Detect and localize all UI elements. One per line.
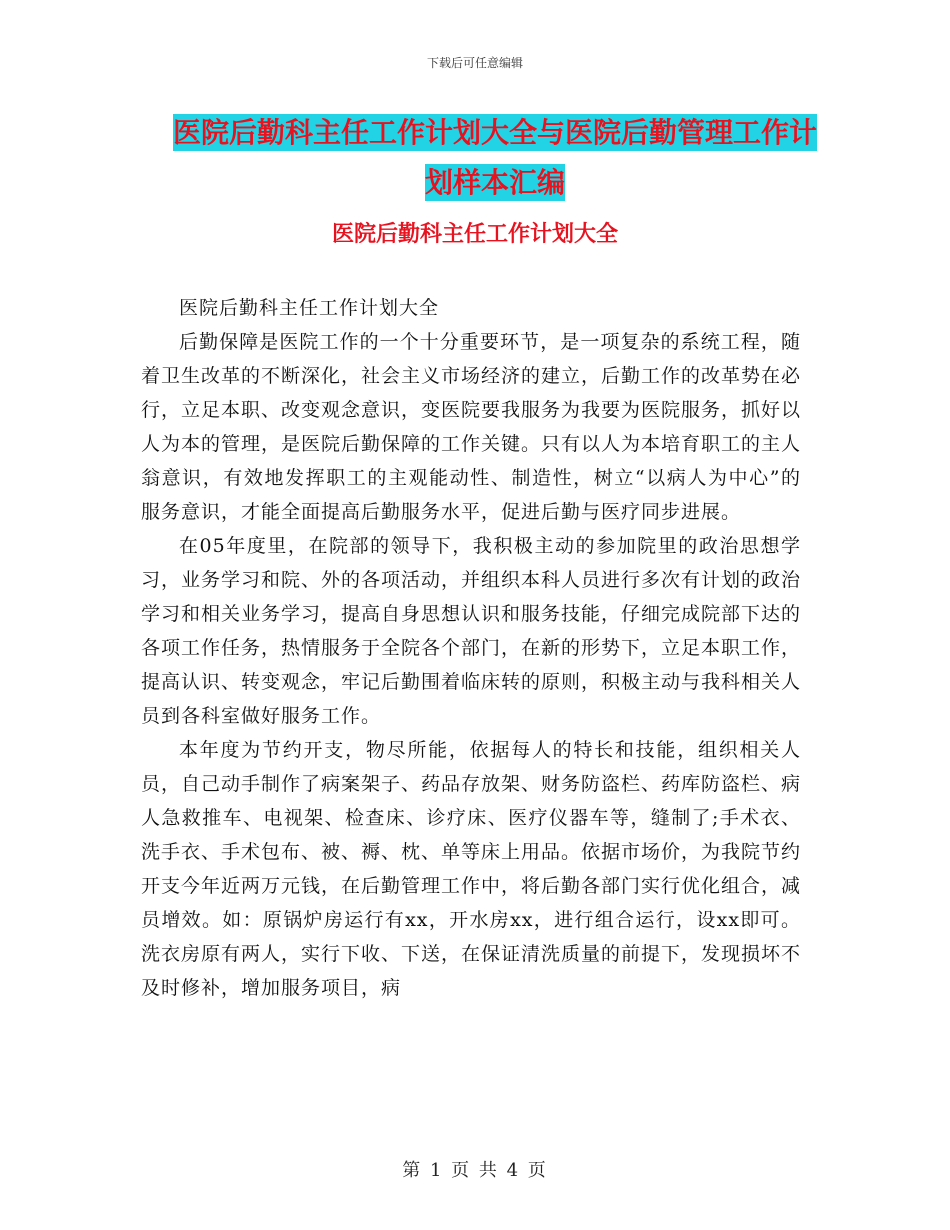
paragraph: 后勤保障是医院工作的一个十分重要环节，是一项复杂的系统工程，随着卫生改革的不断深化，社会主义市场经济的建立，后勤工作的改革势在必行，立足本职、改变观念意识，变医院要我服务为我要为医院服务，抓好以人为本的管理，是医院后勤保障的工作关键。只有以人为本培育职工的主人翁意识，有效地发挥职工的主观能动性、制造性，树立“以病人为中心”的服务意识，才能全面提高后勤服务水平，促进后勤与医疗同步进展。 [141, 331, 802, 523]
paragraph: 本年度为节约开支，物尽所能，依据每人的特长和技能，组织相关人员，自己动手制作了病案架子、药品存放架、财务防盗栏、药库防盗栏、病人急救推车、电视架、检查床、诊疗床、医疗仪器车等，缝制了;手术衣、洗手衣、手术包布、被、褥、枕、单等床上用品。依据市场价，为我院节约开支今年近两万元钱，在后勤管理工作中，将后勤各部门实行优化组合，减员增效。如：原锅炉房运行有xx，开水房xx，进行组合运行，设xx即可。洗衣房原有两人，实行下收、下送，在保证清洗质量的前提下，发现损坏不及时修补，增加服务项目，病 [141, 739, 802, 999]
header-note: 下载后可任意编辑 [426, 56, 523, 70]
paragraph: 在05年度里，在院部的领导下，我积极主动的参加院里的政治思想学习，业务学习和院、外的各项活动，并组织本科人员进行多次有计划的政治学习和相关业务学习，提高自身思想认识和服务技能，仔细完成院部下达的各项工作任务，热情服务于全院各个部门，在新的形势下，立足本职工作，提高认识、转变观念，牢记后勤围着临床转的原则，积极主动与我科相关人员到各科室做好服务工作。 [141, 535, 802, 727]
document-title-line-2: 划样本汇编 [424, 166, 565, 199]
paragraph: 医院后勤科主任工作计划大全 [179, 297, 440, 319]
body-text [141, 291, 801, 1005]
page-footer: 第 1 页 共 4 页 [402, 1160, 548, 1181]
document-title-line-1: 医院后勤科主任工作计划大全与医院后勤管理工作计 [172, 116, 817, 149]
section-title: 医院后勤科主任工作计划大全 [331, 222, 618, 247]
document-title [140, 108, 850, 208]
